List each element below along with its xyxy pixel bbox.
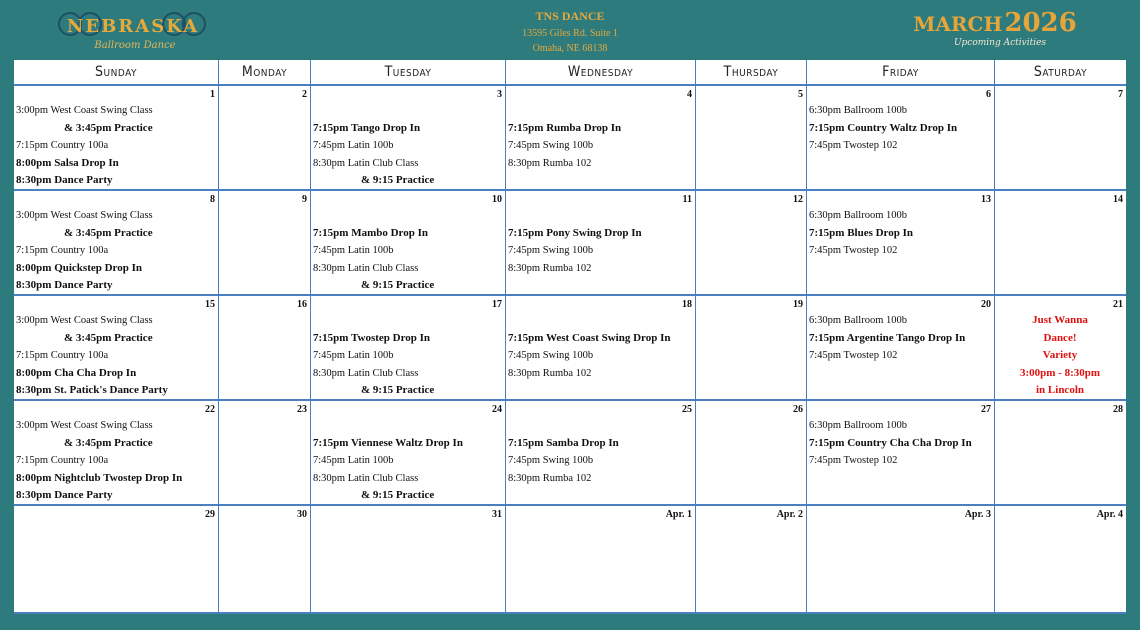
day-cell	[807, 191, 995, 296]
day-number: 15	[205, 299, 215, 310]
logo-subtitle: Ballroom Dance	[94, 40, 176, 51]
day-cell	[506, 506, 696, 614]
event-item: 7:15pm Country 100a	[16, 455, 109, 466]
event-spacer	[313, 312, 502, 330]
day-number: 31	[492, 509, 502, 520]
day-number: Apr. 1	[665, 509, 692, 520]
weekday-header-thursday: Thursday	[696, 60, 807, 86]
event-item: 8:00pm Quickstep Drop In	[16, 261, 143, 274]
event-spacer	[508, 102, 692, 120]
event-spacer	[313, 207, 502, 225]
event-item: 7:15pm Rumba Drop In	[508, 121, 622, 134]
event-list	[508, 417, 692, 487]
event-item: 7:15pm Twostep Drop In	[313, 331, 431, 344]
event-item: 7:45pm Latin 100b	[313, 350, 394, 361]
logo-text: NEBRASKA	[66, 16, 200, 37]
event-item: 8:30pm Rumba 102	[508, 367, 592, 379]
event-item: 7:15pm Samba Drop In	[508, 436, 619, 449]
day-cell	[14, 401, 219, 506]
event-list	[809, 312, 991, 365]
day-cell	[807, 506, 995, 614]
event-list	[16, 417, 215, 505]
event-list	[809, 417, 991, 470]
event-item: 7:15pm Country Waltz Drop In	[809, 121, 958, 134]
event-item: 7:15pm Country 100a	[16, 245, 109, 256]
event-item: & 9:15 Practice	[361, 174, 435, 186]
day-number: 13	[981, 194, 991, 205]
event-item: 7:45pm Latin 100b	[313, 245, 394, 256]
event-list	[16, 102, 215, 190]
day-number: 12	[793, 194, 803, 205]
event-item: 3:00pm West Coast Swing Class	[16, 420, 153, 431]
event-item: Just Wanna	[1032, 314, 1088, 326]
event-spacer	[313, 417, 502, 435]
day-cell	[506, 191, 696, 296]
day-cell	[311, 86, 506, 191]
event-item: 8:00pm Cha Cha Drop In	[16, 366, 137, 379]
studio-name: TNS DANCE	[535, 9, 605, 23]
weekday-header-tuesday: Tuesday	[311, 60, 506, 86]
day-number: 7	[1118, 89, 1123, 100]
event-list	[508, 207, 692, 277]
studio-address: 13595 Giles Rd. Suite 1	[522, 28, 618, 39]
nebraska-ballroom-logo	[58, 10, 208, 58]
weekday-header-monday: Monday	[219, 60, 311, 86]
weekday-header-saturday: Saturday	[995, 60, 1126, 86]
event-item: & 9:15 Practice	[361, 279, 435, 291]
event-item: in Lincoln	[1036, 384, 1084, 396]
event-item: 7:45pm Latin 100b	[313, 140, 394, 151]
studio-city: Omaha, NE 68138	[532, 43, 608, 54]
day-number: 19	[793, 299, 803, 310]
day-number: 4	[687, 89, 692, 100]
day-number: 24	[492, 404, 502, 415]
day-number: 9	[302, 194, 307, 205]
event-item: 6:30pm Ballroom 100b	[809, 315, 907, 326]
month-title	[905, 8, 1085, 38]
event-list	[313, 102, 502, 190]
event-item: 7:15pm Viennese Waltz Drop In	[313, 436, 463, 449]
event-item: 8:00pm Salsa Drop In	[16, 156, 119, 169]
event-item: & 9:15 Practice	[361, 489, 435, 501]
event-item: & 3:45pm Practice	[64, 121, 153, 134]
day-number: 30	[297, 509, 307, 520]
day-cell	[995, 401, 1126, 506]
day-cell	[219, 506, 311, 614]
event-list	[313, 207, 502, 295]
event-item: 8:30pm Latin Club Class	[313, 367, 419, 379]
day-cell	[995, 296, 1126, 401]
day-cell	[311, 296, 506, 401]
event-list	[809, 102, 991, 155]
day-number: 16	[297, 299, 307, 310]
event-item: 7:15pm Argentine Tango Drop In	[809, 331, 966, 344]
day-number: Apr. 3	[964, 509, 991, 520]
day-number: Apr. 2	[776, 509, 803, 520]
event-item: 3:00pm West Coast Swing Class	[16, 210, 153, 221]
day-number: 14	[1113, 194, 1123, 205]
day-cell	[696, 191, 807, 296]
event-item: 7:15pm Blues Drop In	[809, 226, 914, 239]
event-list	[16, 312, 215, 400]
day-cell	[506, 296, 696, 401]
day-number: Apr. 4	[1096, 509, 1123, 520]
day-cell	[696, 401, 807, 506]
event-item: 3:00pm - 8:30pm	[1019, 366, 1101, 379]
event-item: 6:30pm Ballroom 100b	[809, 210, 907, 221]
event-list	[16, 207, 215, 295]
day-number: 23	[297, 404, 307, 415]
weekday-header-sunday: Sunday	[14, 60, 219, 86]
event-item: 7:45pm Twostep 102	[809, 455, 898, 466]
day-number: 8	[210, 194, 215, 205]
day-cell	[807, 401, 995, 506]
event-item: 7:45pm Swing 100b	[508, 455, 594, 466]
day-cell	[14, 191, 219, 296]
event-item: 8:30pm Dance Party	[16, 279, 113, 291]
day-number: 10	[492, 194, 502, 205]
day-cell	[219, 296, 311, 401]
day-number: 21	[1113, 299, 1123, 310]
day-number: 22	[205, 404, 215, 415]
event-item: 8:30pm Dance Party	[16, 174, 113, 186]
weekday-header-wednesday: Wednesday	[506, 60, 696, 86]
event-item: 7:45pm Latin 100b	[313, 455, 394, 466]
day-number: 29	[205, 509, 215, 520]
event-item: 7:15pm Country Cha Cha Drop In	[809, 436, 972, 449]
event-spacer	[313, 102, 502, 120]
day-cell	[311, 401, 506, 506]
event-item: 6:30pm Ballroom 100b	[809, 420, 907, 431]
day-cell	[995, 191, 1126, 296]
day-cell	[696, 296, 807, 401]
day-cell	[807, 296, 995, 401]
event-item: 8:00pm Nightclub Twostep Drop In	[16, 471, 183, 484]
day-number: 26	[793, 404, 803, 415]
event-item: 7:15pm Pony Swing Drop In	[508, 226, 642, 239]
event-item: Variety	[1042, 349, 1078, 361]
day-number: 1	[210, 89, 215, 100]
event-item: 7:15pm Mambo Drop In	[313, 226, 429, 239]
event-item: 7:45pm Twostep 102	[809, 140, 898, 151]
day-cell	[506, 401, 696, 506]
event-item: 8:30pm Latin Club Class	[313, 157, 419, 169]
day-number: 5	[798, 89, 803, 100]
day-cell	[311, 191, 506, 296]
day-cell	[14, 86, 219, 191]
event-item: 8:30pm Latin Club Class	[313, 472, 419, 484]
day-cell	[14, 296, 219, 401]
event-item: 7:45pm Twostep 102	[809, 350, 898, 361]
event-list	[313, 312, 502, 400]
event-item: 6:30pm Ballroom 100b	[809, 105, 907, 116]
event-item: 7:45pm Swing 100b	[508, 245, 594, 256]
day-number: 25	[682, 404, 692, 415]
weekday-header-friday: Friday	[807, 60, 995, 86]
event-item: 8:30pm Dance Party	[16, 489, 113, 501]
calendar-header	[0, 0, 1140, 60]
event-item: 8:30pm Rumba 102	[508, 157, 592, 169]
year: 2026	[1004, 8, 1077, 38]
event-item: 7:15pm Country 100a	[16, 140, 109, 151]
studio-info	[470, 9, 670, 54]
event-item: 8:30pm St. Patick's Dance Party	[16, 384, 168, 396]
event-item: & 3:45pm Practice	[64, 436, 153, 449]
event-item: 8:30pm Rumba 102	[508, 472, 592, 484]
day-cell	[696, 86, 807, 191]
month-name: MARCH	[913, 12, 1003, 36]
day-cell	[807, 86, 995, 191]
day-cell	[311, 506, 506, 614]
event-spacer	[508, 207, 692, 225]
event-item: 7:45pm Swing 100b	[508, 350, 594, 361]
event-item: & 9:15 Practice	[361, 384, 435, 396]
event-item: & 3:45pm Practice	[64, 226, 153, 239]
event-list	[809, 207, 991, 260]
event-spacer	[508, 312, 692, 330]
event-item: 8:30pm Latin Club Class	[313, 262, 419, 274]
day-cell	[14, 506, 219, 614]
event-item: 3:00pm West Coast Swing Class	[16, 315, 153, 326]
event-spacer	[508, 417, 692, 435]
day-number: 3	[497, 89, 502, 100]
day-number: 17	[492, 299, 502, 310]
day-cell	[506, 86, 696, 191]
event-item: 3:00pm West Coast Swing Class	[16, 105, 153, 116]
day-number: 20	[981, 299, 991, 310]
upcoming-activities-label: Upcoming Activities	[953, 38, 1047, 48]
day-cell	[219, 401, 311, 506]
event-item: & 3:45pm Practice	[64, 331, 153, 344]
day-number: 27	[981, 404, 991, 415]
day-number: 18	[682, 299, 692, 310]
event-list	[508, 312, 692, 382]
event-list	[313, 417, 502, 505]
event-item: Dance!	[1043, 331, 1077, 344]
event-item: 7:15pm Country 100a	[16, 350, 109, 361]
day-cell	[219, 86, 311, 191]
event-item: 7:15pm Tango Drop In	[313, 121, 421, 134]
event-item: 8:30pm Rumba 102	[508, 262, 592, 274]
day-cell	[995, 86, 1126, 191]
calendar-grid	[14, 60, 1126, 614]
day-number: 2	[302, 89, 307, 100]
day-cell	[995, 506, 1126, 614]
day-cell	[219, 191, 311, 296]
event-list	[508, 102, 692, 172]
day-number: 6	[986, 89, 991, 100]
event-item: 7:15pm West Coast Swing Drop In	[508, 331, 671, 344]
day-cell	[696, 506, 807, 614]
event-item: 7:45pm Twostep 102	[809, 245, 898, 256]
day-number: 11	[682, 194, 692, 205]
event-item: 7:45pm Swing 100b	[508, 140, 594, 151]
event-list	[997, 312, 1123, 400]
day-number: 28	[1113, 404, 1123, 415]
